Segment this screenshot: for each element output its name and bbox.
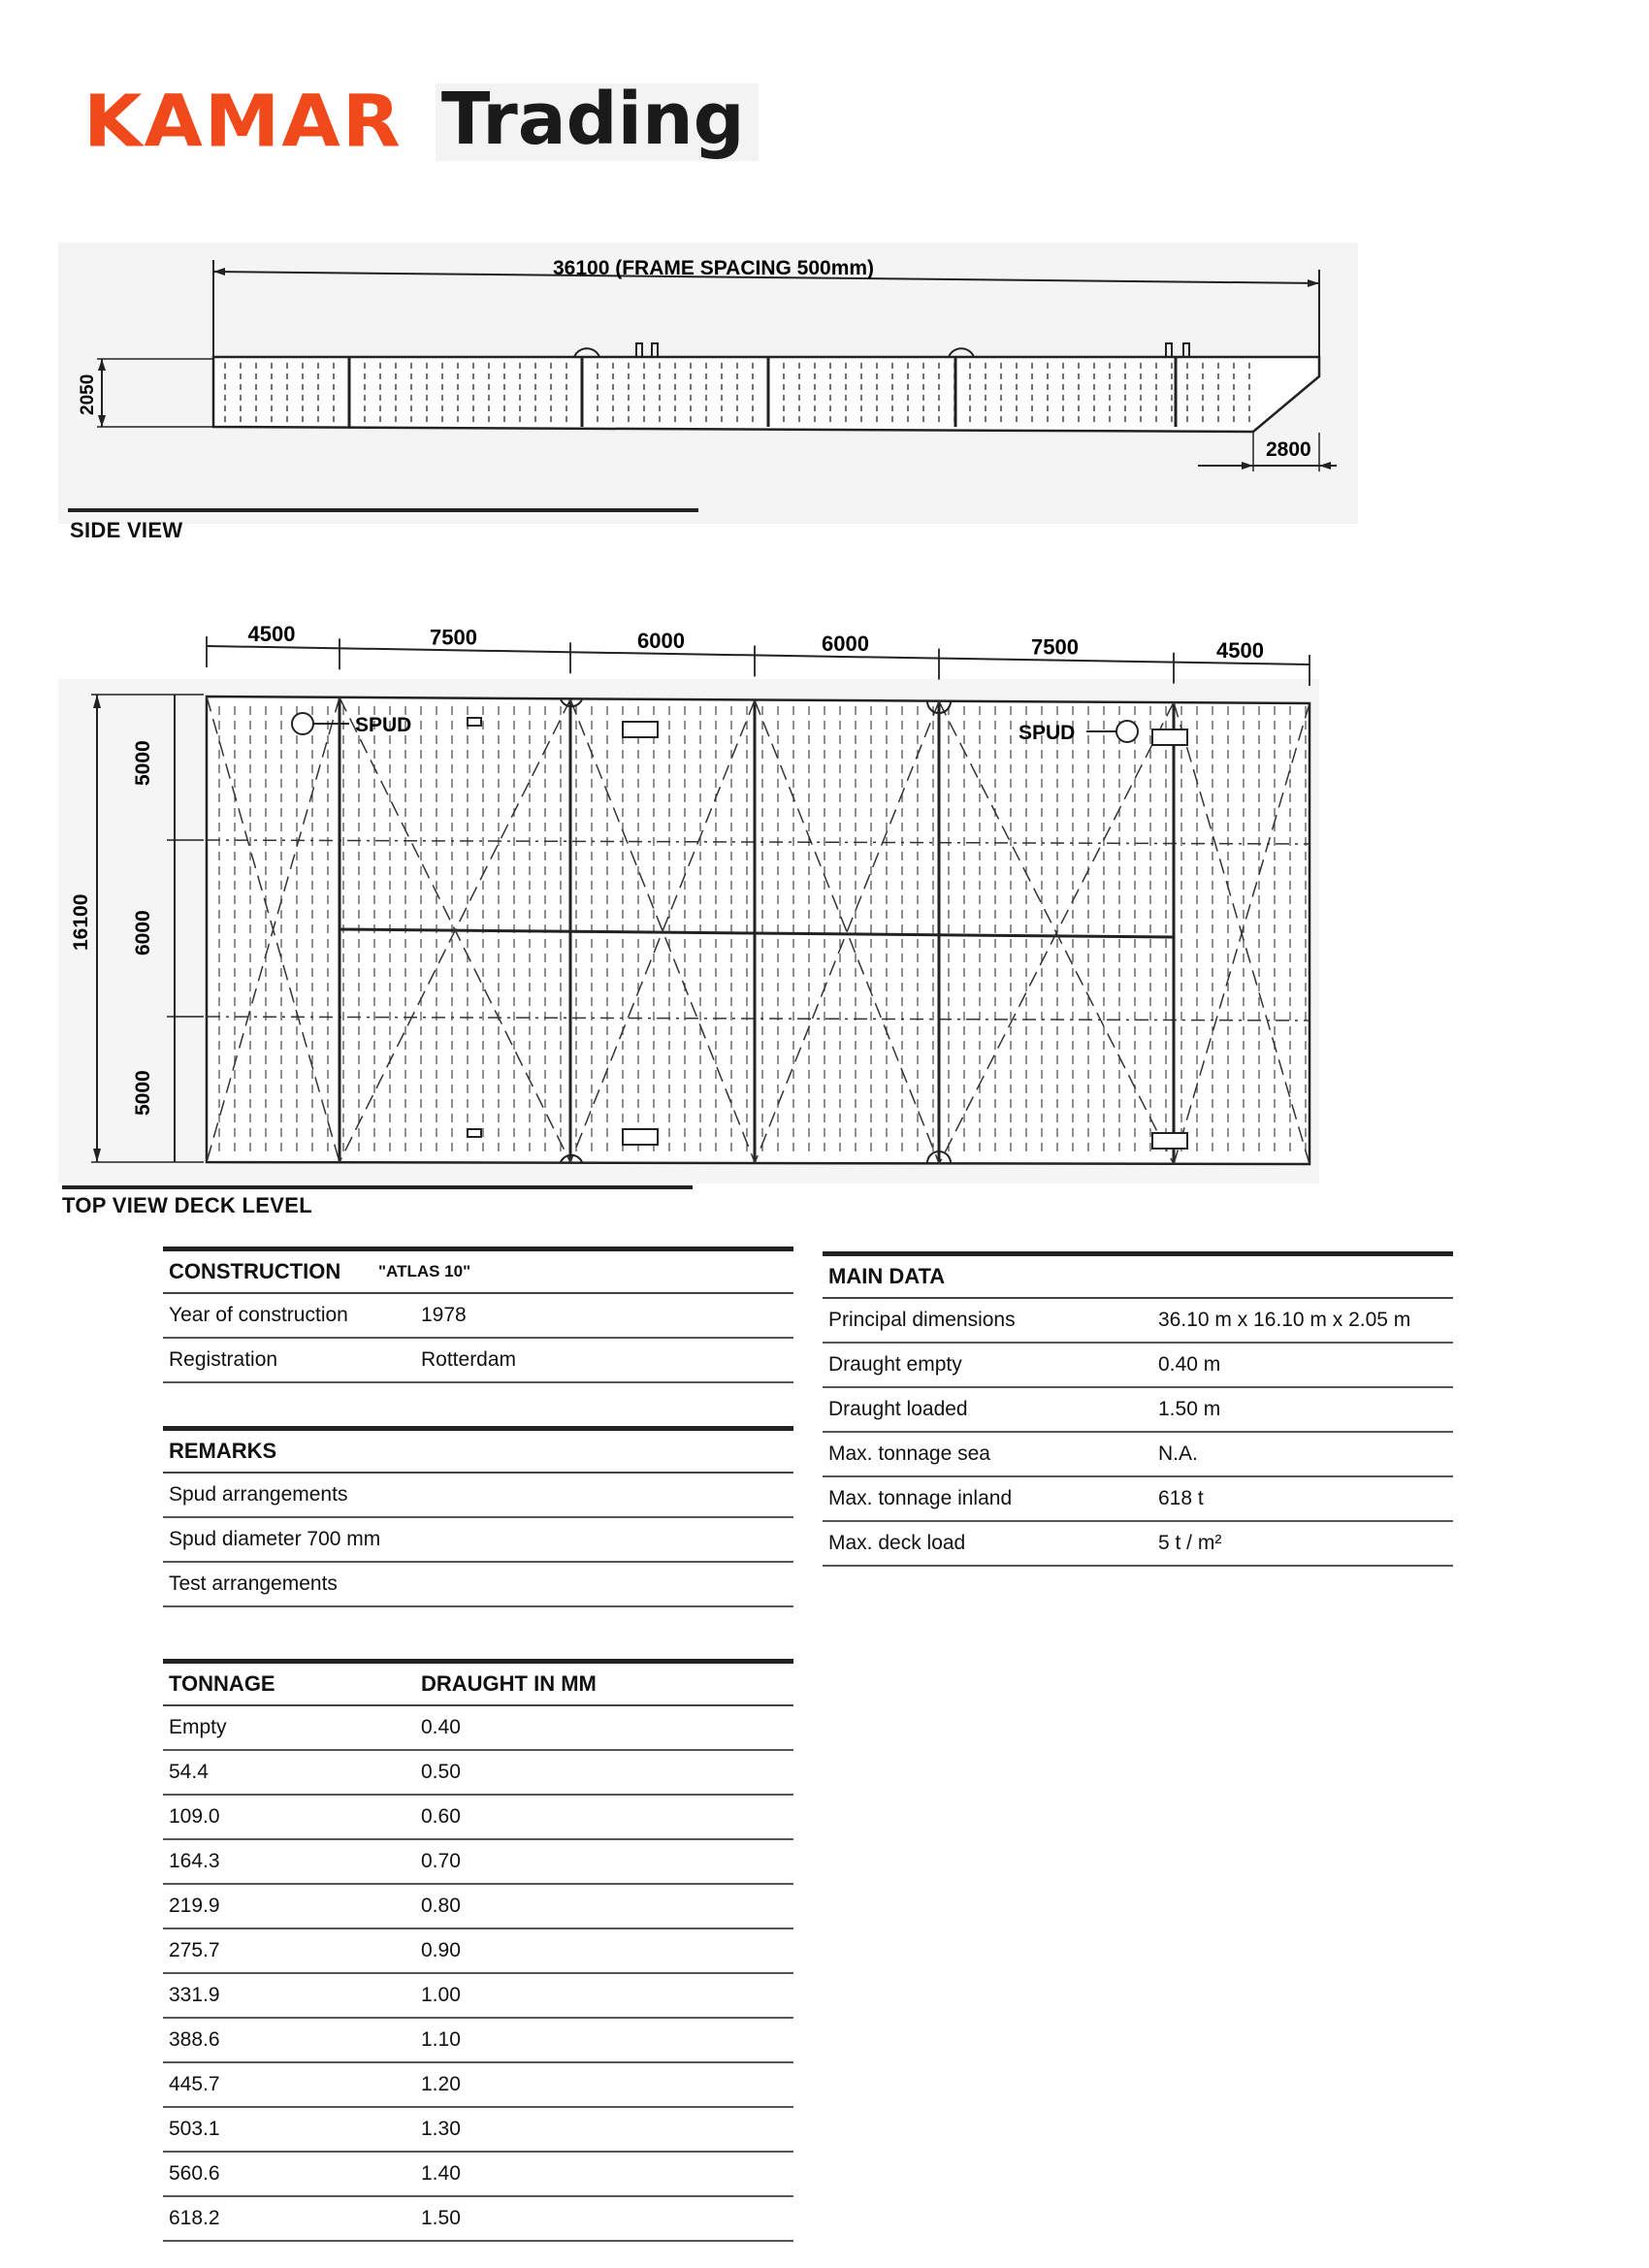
tonnage-row [163, 1974, 793, 2019]
construction-title: CONSTRUCTION [169, 1259, 341, 1283]
main-data-value: N.A. [1158, 1442, 1198, 1465]
logo-trading: Trading [436, 83, 759, 161]
main-data-label: Max. tonnage inland [828, 1487, 1013, 1509]
remarks-table [163, 1426, 793, 1607]
draught-value: 0.80 [421, 1895, 461, 1917]
tonnage-col-header: TONNAGE [169, 1671, 275, 1696]
segment-dim-label: 4500 [247, 622, 296, 647]
side-view-label: SIDE VIEW [70, 518, 183, 542]
tonnage-value: 331.9 [169, 1984, 220, 2006]
tonnage-row [163, 2153, 793, 2197]
tonnage-value: 275.7 [169, 1939, 220, 1961]
remarks-item [163, 1518, 793, 1563]
main-data-title: MAIN DATA [828, 1264, 946, 1288]
main-data-value: 0.40 m [1158, 1353, 1221, 1376]
remarks-text: Test arrangements [169, 1572, 338, 1595]
segment-dim-label: 6000 [637, 628, 685, 653]
draught-value: 0.40 [421, 1716, 461, 1738]
tonnage-row [163, 1706, 793, 1751]
construction-value: 1978 [421, 1304, 467, 1326]
main-data-row [823, 1522, 1453, 1567]
tonnage-row [163, 2108, 793, 2153]
main-data-label: Draught loaded [828, 1398, 968, 1420]
main-data-row [823, 1477, 1453, 1522]
segment-dim-label: 4500 [1216, 637, 1264, 663]
construction-row [163, 1294, 793, 1339]
construction-label: Year of construction [169, 1304, 348, 1326]
construction-table [163, 1247, 793, 1383]
remarks-header [163, 1426, 793, 1474]
construction-header [163, 1247, 793, 1294]
top-view-label: TOP VIEW DECK LEVEL [62, 1193, 312, 1217]
draught-value: 1.00 [421, 1984, 461, 2006]
main-data-value: 5 t / m² [1158, 1532, 1222, 1554]
side-view-drawing [58, 243, 1358, 524]
main-data-row [823, 1388, 1453, 1433]
spud-right-label: SPUD [1018, 722, 1076, 744]
tonnage-value: 109.0 [169, 1805, 220, 1828]
tonnage-value: Empty [169, 1716, 227, 1738]
segment-dim-label: 7500 [430, 625, 477, 650]
segment-dim-label: 6000 [822, 632, 869, 657]
side-rake-dim: 2800 [1266, 438, 1311, 461]
main-data-row [823, 1433, 1453, 1477]
draught-col-header: DRAUGHT IN MM [421, 1671, 597, 1696]
draught-value: 0.90 [421, 1939, 461, 1961]
tonnage-table [163, 1659, 793, 2242]
construction-label: Registration [169, 1348, 278, 1371]
spud-right-icon [1116, 721, 1138, 742]
remarks-item [163, 1474, 793, 1518]
main-data-label: Principal dimensions [828, 1309, 1016, 1331]
main-data-label: Draught empty [828, 1353, 962, 1376]
top-view-rule [62, 1185, 693, 1189]
top-breadth-seg-1: 5000 [132, 740, 154, 786]
main-data-value: 1.50 m [1158, 1398, 1221, 1420]
tonnage-value: 560.6 [169, 2162, 220, 2185]
draught-value: 1.30 [421, 2118, 461, 2140]
construction-row [163, 1339, 793, 1383]
tonnage-row [163, 1840, 793, 1885]
tonnage-value: 388.6 [169, 2028, 220, 2051]
tonnage-header [163, 1659, 793, 1706]
tonnage-row [163, 1796, 793, 1840]
main-data-row [823, 1344, 1453, 1388]
tonnage-row [163, 2197, 793, 2242]
segment-dim-label: 7500 [1031, 634, 1079, 660]
draught-value: 0.70 [421, 1850, 461, 1872]
tonnage-value: 445.7 [169, 2073, 220, 2095]
tonnage-value: 618.2 [169, 2207, 220, 2229]
remarks-item [163, 1563, 793, 1607]
tonnage-value: 219.9 [169, 1895, 220, 1917]
side-length-dim: 36100 (FRAME SPACING 500mm) [553, 257, 875, 279]
draught-value: 0.50 [421, 1761, 461, 1783]
remarks-text: Spud diameter 700 mm [169, 1528, 381, 1550]
top-breadth-seg-3: 5000 [132, 1070, 154, 1116]
tonnage-row [163, 2063, 793, 2108]
side-view-rule [68, 508, 698, 512]
tonnage-value: 503.1 [169, 2118, 220, 2140]
tonnage-row [163, 2019, 793, 2063]
construction-value: Rotterdam [421, 1348, 517, 1371]
construction-name: "ATLAS 10" [378, 1262, 471, 1280]
draught-value: 1.40 [421, 2162, 461, 2185]
main-data-label: Max. tonnage sea [828, 1442, 990, 1465]
tonnage-row [163, 1929, 793, 1974]
main-data-header [823, 1251, 1453, 1299]
draught-value: 1.20 [421, 2073, 461, 2095]
tonnage-row [163, 1885, 793, 1929]
tonnage-row [163, 1751, 793, 1796]
main-data-label: Max. deck load [828, 1532, 966, 1554]
spud-left-label: SPUD [355, 714, 412, 736]
side-height-dim: 2050 [78, 373, 98, 415]
remarks-title: REMARKS [169, 1439, 277, 1463]
draught-value: 1.50 [421, 2207, 461, 2229]
main-data-value: 618 t [1158, 1487, 1204, 1509]
company-logo [83, 76, 759, 168]
draught-value: 0.60 [421, 1805, 461, 1828]
main-data-row [823, 1299, 1453, 1344]
logo-kamar: KAMAR [83, 80, 403, 164]
top-breadth-seg-2: 6000 [132, 910, 154, 956]
tonnage-value: 54.4 [169, 1761, 209, 1783]
main-data-value: 36.10 m x 16.10 m x 2.05 m [1158, 1309, 1411, 1331]
main-data-table [823, 1251, 1453, 1567]
top-breadth-total: 16100 [70, 893, 92, 951]
tonnage-value: 164.3 [169, 1850, 220, 1872]
top-view-drawing [58, 621, 1319, 1193]
draught-value: 1.10 [421, 2028, 461, 2051]
spud-left-icon [292, 713, 313, 734]
remarks-text: Spud arrangements [169, 1483, 348, 1506]
